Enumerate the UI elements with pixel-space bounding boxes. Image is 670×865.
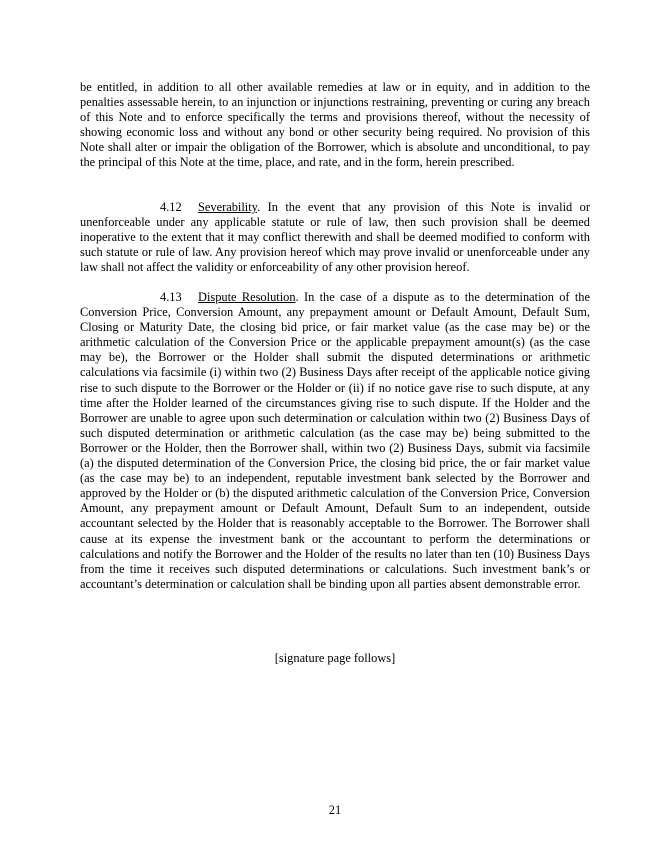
section-number: 4.12 bbox=[160, 200, 182, 214]
continuation-paragraph: be entitled, in addition to all other available remedies at law or in equity, and in addition to the penalties assessable herein, to an injunction or injunctions restraining, preventing or curing any breach of this Note and to enforce specifically the terms and provisions thereof, without the necessity of showing economic loss and without any bond or other security being required. No provision of this Note shall alter or impair the obligation of the Borrower, which is absolute and unconditional, to pay the principal of this Note at the time, place, and rate, and in the form, herein prescribed. bbox=[80, 80, 590, 170]
section-4-12-paragraph bbox=[80, 200, 590, 275]
section-heading-punct: . bbox=[295, 290, 299, 304]
page-number: 21 bbox=[328, 803, 342, 817]
section-text: In the case of a dispute as to the determination of the Conversion Price, Conversion Amount, any prepayment amount or Default Amount, Default Sum, Closing or Maturity Date, the closing bid price, or fair market value (as the case may be) or the arithmetic calculation of the Conversion Price or the applicable prepayment amount(s) (as the case may be), the Borrower or the Holder shall submit the disputed determinations or arithmetic calculations via facsimile (i) within two (2) Business Days after receipt of the applicable notice giving rise to such dispute to the Borrower or the Holder or (ii) if no notice gave rise to such dispute, at any time after the Holder learned of the circumstances giving rise to such dispute. If the Holder and the Borrower are unable to agree upon such determination or calculation within two (2) Business Days of such disputed determination or arithmetic calculation (as the case may be) being submitted to the Borrower or the Holder, then the Borrower shall, within two (2) Business Days, submit via facsimile (a) the disputed determination of the Conversion Price, the closing bid price, the or fair market value (as the case may be) to an independent, reputable investment bank selected by the Borrower and approved by the Holder or (b) the disputed arithmetic calculation of the Conversion Price, Conversion Amount, any prepayment amount or Default Amount, Default Sum to an independent, outside accountant selected by the Holder that is reasonably acceptable to the Borrower. The Borrower shall cause at its expense the investment bank or the accountant to perform the determinations or calculations and notify the Borrower and the Holder of the results no later than ten (10) Business Days from the time it receives such disputed determinations or calculations. Such investment bank’s or accountant’s determination or calculation shall be binding upon all parties absent demonstrable error. bbox=[80, 290, 590, 591]
section-heading-punct: . bbox=[257, 200, 261, 214]
signature-page-note: [signature page follows] bbox=[274, 651, 396, 665]
section-heading-severability: Severability bbox=[198, 200, 258, 214]
section-number: 4.13 bbox=[160, 290, 182, 304]
section-4-13-paragraph bbox=[80, 290, 590, 592]
section-text: In the event that any provision of this Note is invalid or unenforceable under any applicable statute or rule of law, then such provision shall be deemed inoperative to the extent that it may conflict therewith and shall be deemed modified to conform with such statute or rule of law. Any provision hereof which may prove invalid or unenforceable under any law shall not affect the validity or enforceability of any other provision hereof. bbox=[80, 200, 590, 275]
section-heading-dispute-resolution: Dispute Resolution bbox=[198, 290, 296, 304]
